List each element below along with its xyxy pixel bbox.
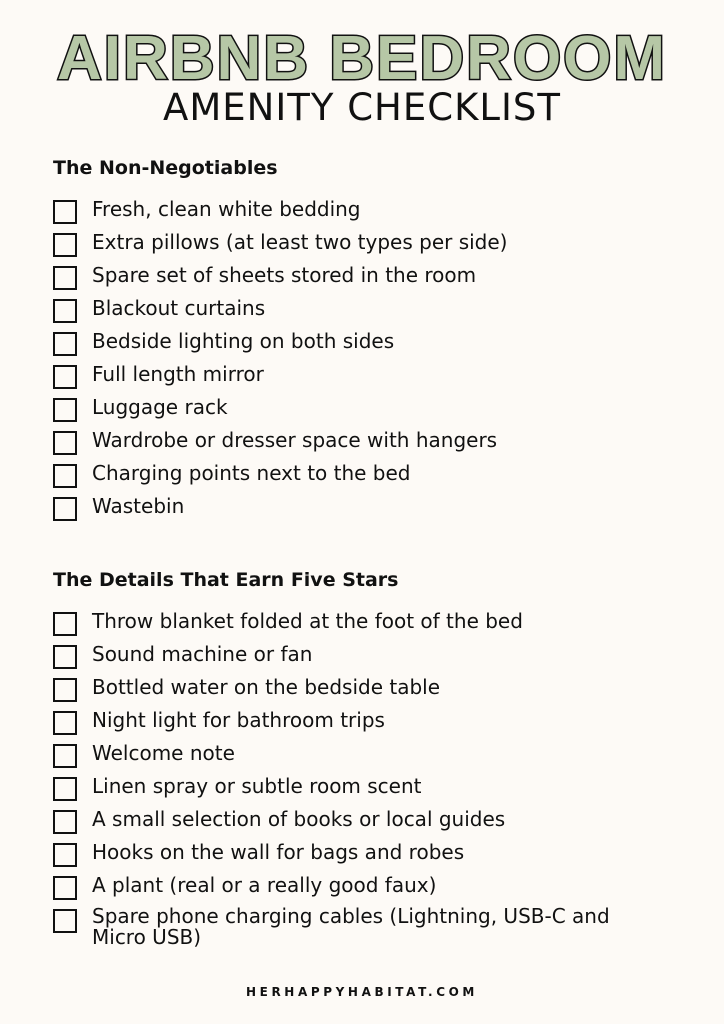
checklist-item-label: Fresh, clean white bedding [92, 197, 361, 221]
checklist-item [53, 609, 662, 642]
checklist-item [53, 428, 662, 461]
checklist-item-label: Extra pillows (at least two types per side) [92, 230, 508, 254]
checklist-item-label: Charging points next to the bed [92, 461, 411, 485]
checklist-item [53, 362, 662, 395]
section-heading-non-negotiables: The Non-Negotiables [53, 157, 278, 179]
checklist-item-label: Full length mirror [92, 362, 264, 386]
section-heading-five-stars: The Details That Earn Five Stars [53, 569, 399, 591]
checklist-item [53, 263, 662, 296]
checklist-item [53, 461, 662, 494]
checklist-five-stars [53, 609, 662, 948]
checklist-item [53, 296, 662, 329]
checklist-item-label: Hooks on the wall for bags and robes [92, 840, 465, 864]
checklist-item [53, 807, 662, 840]
checkbox[interactable] [53, 909, 77, 933]
checklist-item-label: Linen spray or subtle room scent [92, 774, 422, 798]
checklist-item-label: Night light for bathroom trips [92, 708, 385, 732]
checkbox[interactable] [53, 744, 77, 768]
checklist-item [53, 329, 662, 362]
checkbox[interactable] [53, 233, 77, 257]
checkbox[interactable] [53, 876, 77, 900]
checkbox[interactable] [53, 464, 77, 488]
checklist-item [53, 642, 662, 675]
checkbox[interactable] [53, 612, 77, 636]
checklist-item-label: Luggage rack [92, 395, 228, 419]
checklist-item-label: Wastebin [92, 494, 185, 518]
checklist-item [53, 774, 662, 807]
checklist-item [53, 197, 662, 230]
checklist-item-label: Spare phone charging cables (Lightning, USB-C and Micro USB) [92, 904, 610, 949]
checkbox[interactable] [53, 678, 77, 702]
checklist-item [53, 840, 662, 873]
checklist-non-negotiables [53, 197, 662, 527]
checklist-item [53, 395, 662, 428]
checklist-item [53, 708, 662, 741]
checklist-item-label: Welcome note [92, 741, 235, 765]
page-subtitle: AMENITY CHECKLIST [163, 86, 561, 129]
checkbox[interactable] [53, 200, 77, 224]
checkbox[interactable] [53, 777, 77, 801]
checklist-item-label: Throw blanket folded at the foot of the bed [92, 609, 523, 633]
checkbox[interactable] [53, 398, 77, 422]
checklist-item-label: Blackout curtains [92, 296, 266, 320]
checklist-item-label: A small selection of books or local guides [92, 807, 506, 831]
checklist-item-label: Bedside lighting on both sides [92, 329, 395, 353]
checklist-item [53, 906, 662, 948]
checkbox[interactable] [53, 266, 77, 290]
checklist-item [53, 494, 662, 527]
checklist-item-label: Sound machine or fan [92, 642, 313, 666]
checklist-item [53, 873, 662, 906]
checkbox[interactable] [53, 497, 77, 521]
checklist-item [53, 675, 662, 708]
checklist-item [53, 230, 662, 263]
checkbox[interactable] [53, 332, 77, 356]
checklist-item-label: Bottled water on the bedside table [92, 675, 441, 699]
checkbox[interactable] [53, 645, 77, 669]
page-title: AIRBNB BEDROOM [56, 24, 668, 93]
checkbox[interactable] [53, 843, 77, 867]
checklist-item-label: A plant (real or a really good faux) [92, 873, 437, 897]
checkbox[interactable] [53, 810, 77, 834]
checkbox[interactable] [53, 299, 77, 323]
checkbox[interactable] [53, 431, 77, 455]
footer-website: HERHAPPYHABITAT.COM [246, 985, 478, 999]
checklist-item-label: Spare set of sheets stored in the room [92, 263, 477, 287]
checklist-item [53, 741, 662, 774]
checkbox[interactable] [53, 711, 77, 735]
checklist-item-label: Wardrobe or dresser space with hangers [92, 428, 498, 452]
checkbox[interactable] [53, 365, 77, 389]
